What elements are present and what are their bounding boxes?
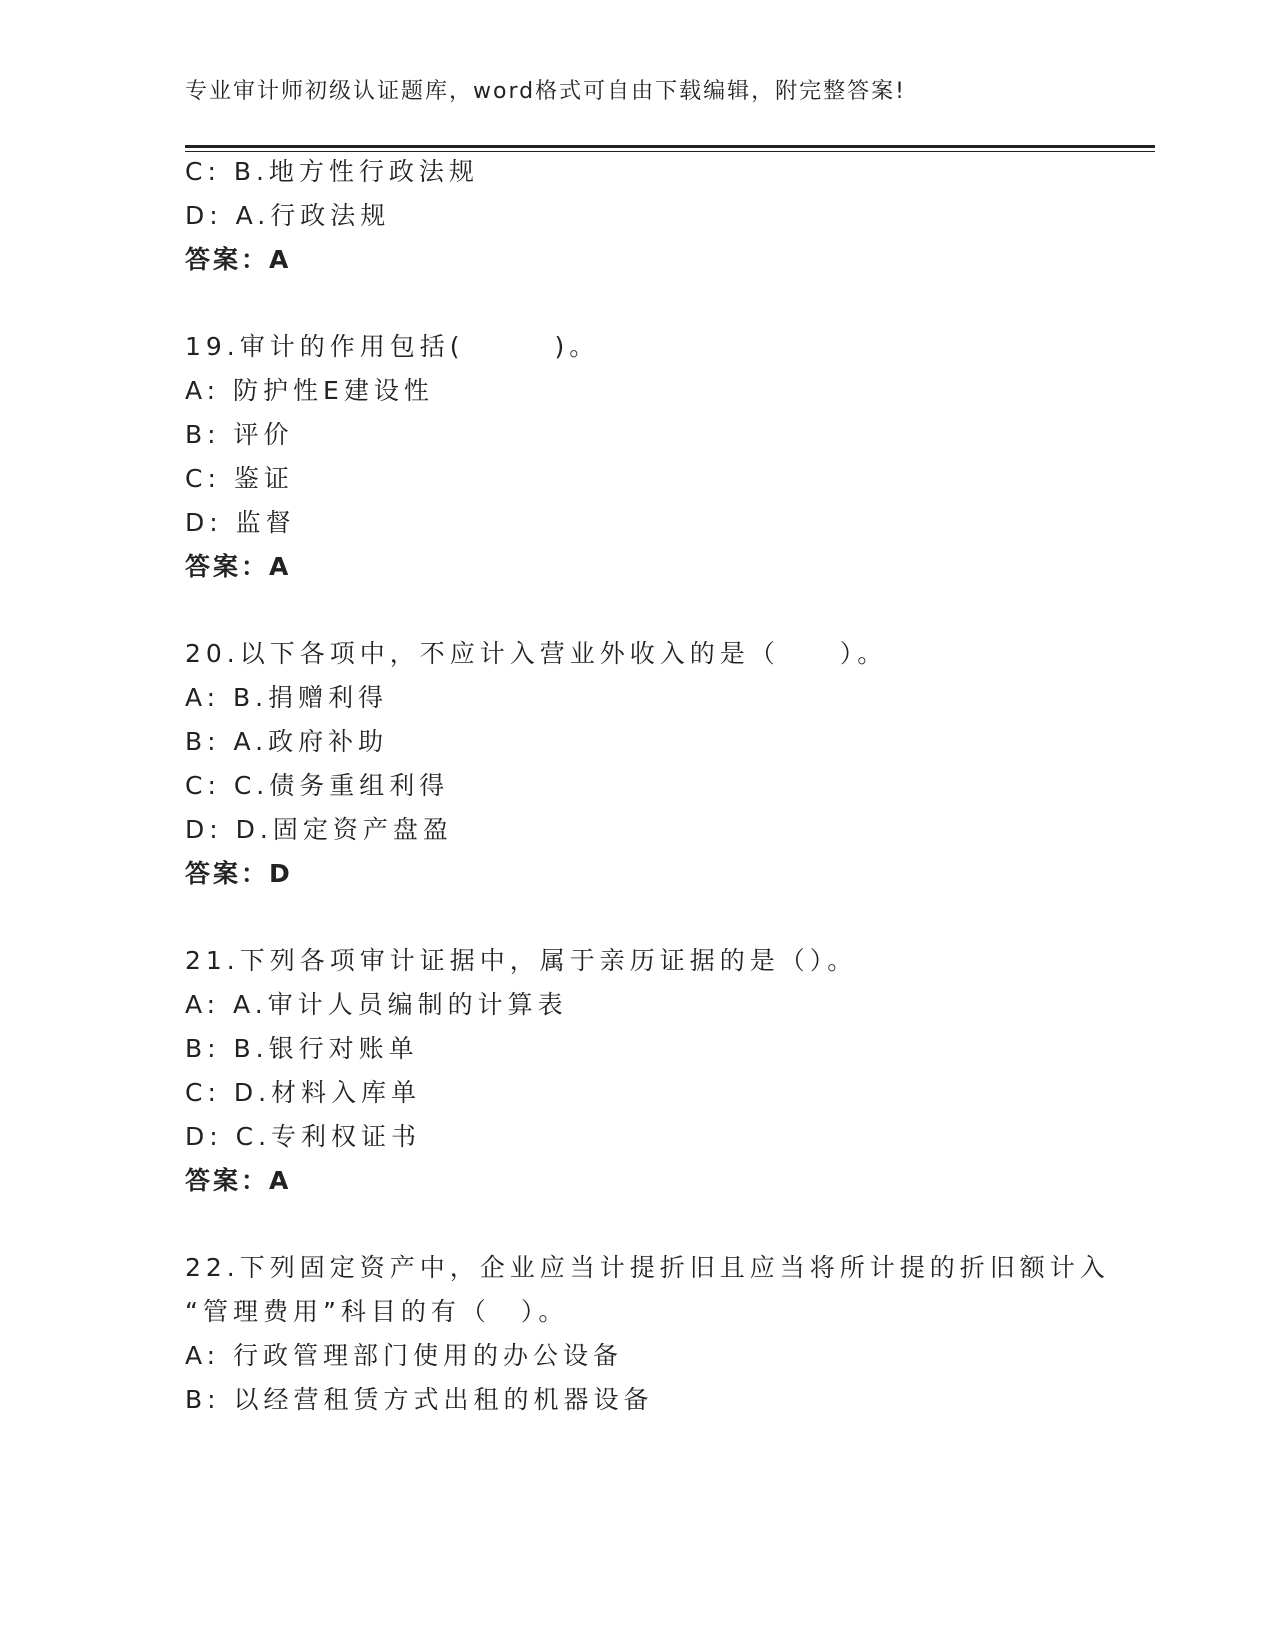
q22-option-a: A: 行政管理部门使用的办公设备	[185, 1341, 624, 1370]
q21-option-a: A: A.审计人员编制的计算表	[185, 990, 568, 1019]
page-header: 专业审计师初级认证题库，word格式可自由下载编辑，附完整答案!	[185, 79, 906, 104]
q21-option-b: B: B.银行对账单	[185, 1034, 419, 1063]
q21-stem: 21.下列各项审计证据中，属于亲历证据的是（）。	[185, 946, 858, 975]
q20-option-a: A: B.捐赠利得	[185, 683, 389, 712]
q20-answer: 答案：D	[185, 859, 293, 888]
q19-option-d: D: 监督	[185, 508, 296, 537]
q22-stem: 22.下列固定资产中，企业应当计提折旧且应当将所计提的折旧额计入	[185, 1253, 1110, 1282]
q20-option-d: D: D.固定资产盘盈	[185, 815, 453, 844]
q22-stem-continued: “管理费用”科目的有（ ）。	[185, 1297, 569, 1326]
q19-stem: 19.审计的作用包括( )。	[185, 332, 600, 361]
q20-option-c: C: C.债务重组利得	[185, 771, 450, 800]
q19-option-a: A: 防护性E建设性	[185, 376, 434, 405]
q21-answer: 答案：A	[185, 1166, 292, 1195]
q19-option-b: B: 评价	[185, 420, 294, 449]
q18-option-c: C: B.地方性行政法规	[185, 157, 479, 186]
header-rule	[185, 145, 1155, 148]
q18-option-d: D: A.行政法规	[185, 201, 391, 230]
header-rule-thin	[185, 151, 1155, 152]
q20-stem: 20.以下各项中，不应计入营业外收入的是（ ）。	[185, 639, 888, 668]
q19-option-c: C: 鉴证	[185, 464, 294, 493]
q22-option-b: B: 以经营租赁方式出租的机器设备	[185, 1385, 654, 1414]
q21-option-d: D: C.专利权证书	[185, 1122, 422, 1151]
q21-option-c: C: D.材料入库单	[185, 1078, 422, 1107]
q20-option-b: B: A.政府补助	[185, 727, 389, 756]
q18-answer: 答案：A	[185, 245, 292, 274]
q19-answer: 答案：A	[185, 552, 292, 581]
